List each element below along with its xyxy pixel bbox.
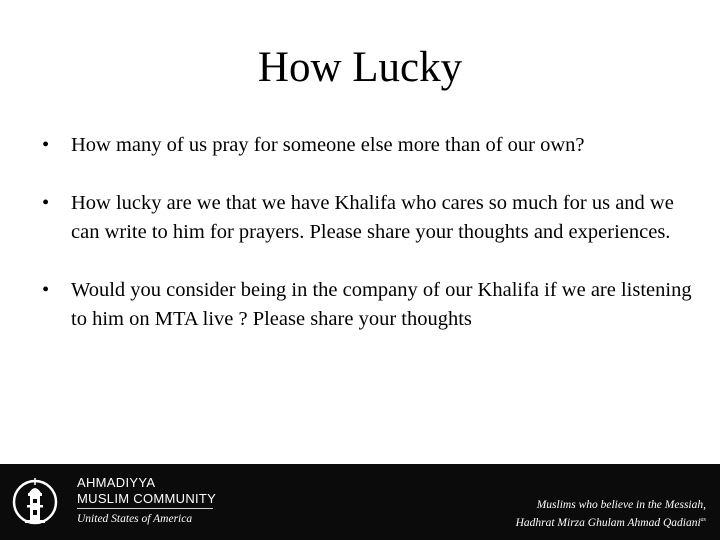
bullet-text: How many of us pray for someone else more than of our own? — [71, 134, 585, 156]
bullet-item-3 — [42, 276, 692, 334]
mosque-minaret-icon — [12, 472, 58, 532]
bullet-list — [42, 131, 692, 363]
bullet-item-2 — [42, 189, 692, 247]
tagline-line1: Muslims who believe in the Messiah, — [536, 499, 706, 511]
bullet-dot: • — [42, 134, 50, 156]
org-name-line1: AHMADIYYA — [77, 475, 156, 490]
bullet-dot: • — [42, 279, 50, 301]
bullet-text: How lucky are we that we have Khalifa who cares so much for us and we can write to him for prayers. Please share your thoughts and experiences. — [71, 192, 674, 243]
org-country: United States of America — [77, 513, 193, 525]
org-name-line2: MUSLIM COMMUNITY — [77, 491, 217, 506]
org-name — [77, 475, 216, 507]
org-divider — [77, 508, 213, 509]
tagline — [516, 498, 706, 531]
tagline-line2 — [516, 513, 706, 531]
bullet-item-1 — [42, 131, 692, 160]
bullet-dot: • — [42, 192, 50, 214]
tagline-honorific: as — [700, 517, 706, 523]
bullet-text: Would you consider being in the company of our Khalifa if we are listening to him on MTA live ? Please share your thoughts — [71, 279, 692, 330]
footer-bar — [0, 464, 720, 540]
slide-title: How Lucky — [257, 44, 463, 91]
tagline-line2-text: Hadhrat Mirza Ghulam Ahmad Qadiani — [515, 516, 701, 529]
